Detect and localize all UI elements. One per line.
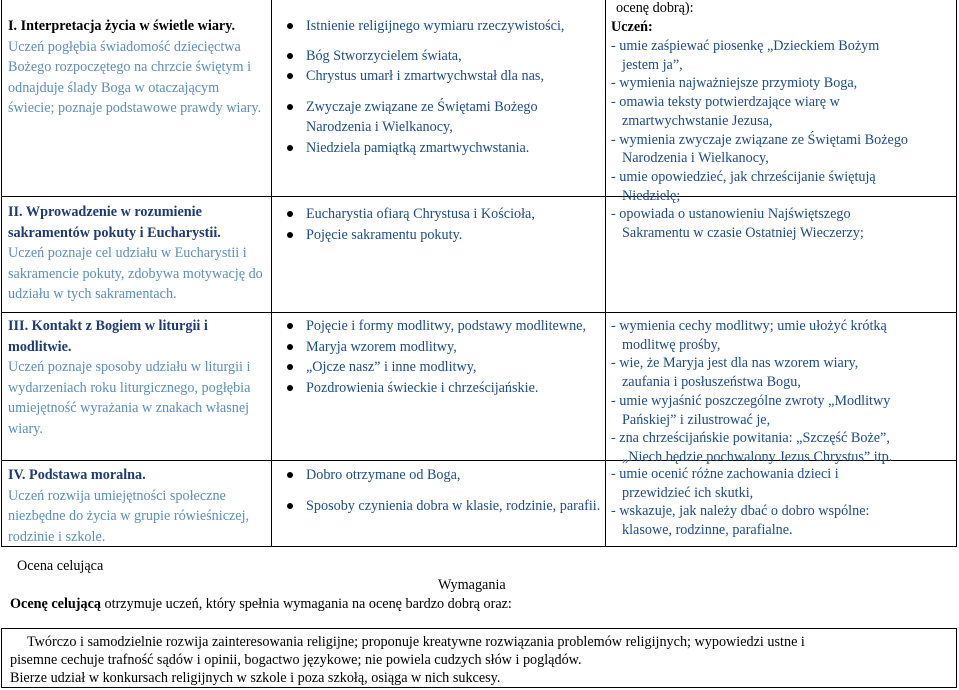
content-item: Eucharystia ofiarą Chrystusa i Kościoła,: [283, 204, 603, 225]
content-item: Pozdrowienia świeckie i chrześcijańskie.: [283, 378, 603, 399]
requirement-line: - wie, że Maryja jest dla nas wzorem wiary,: [611, 355, 859, 372]
section-2-text: Uczeń poznaje cel udziału w Eucharystii i sakramencie pokuty, zdobywa motywację do udziału w tych sakramentach.: [8, 245, 263, 302]
content-item: Dobro otrzymane od Boga,: [283, 465, 603, 486]
requirement-line: przewidzieć ich skutki,: [622, 484, 754, 501]
requirement-line: - umie wyjaśnić poszczególne zwroty „Modlitwy: [611, 392, 891, 409]
section-1-text: Uczeń pogłębia świadomość dziecięctwa Bożego rozpoczętego na chrzcie świętym i odnajduje ślady Boga w otaczającym świecie; poznaje podstawowe prawdy wiary.: [8, 38, 262, 116]
content-group-4: [283, 465, 603, 516]
requirement-line: - umie zaśpiewać piosenkę „Dzieckiem Bożym: [611, 38, 880, 54]
content-item: Pojęcie sakramentu pokuty.: [283, 225, 603, 246]
requirements-group-3: [611, 317, 956, 467]
requirements-header: [611, 0, 956, 36]
requirement-line: - wymienia najważniejsze przymioty Boga,: [611, 75, 858, 92]
grade-description: [10, 595, 512, 613]
grade-description-text: otrzymuje uczeń, który spełnia wymagania na ocenę bardzo dobrą oraz:: [104, 596, 512, 612]
content-group-1: [283, 16, 603, 158]
content-item: Sposoby czynienia dobra w klasie, rodzinie, parafii.: [283, 496, 603, 517]
content-group-3: [283, 316, 603, 398]
requirement-line: Niedzielę;: [622, 187, 681, 204]
requirements-label: Uczeń:: [611, 18, 653, 35]
column-divider-1: [271, 0, 272, 547]
requirement-line: zmartwychwstanie Jezusa,: [622, 112, 773, 129]
box-line: Twórczo i samodzielnie rozwija zainteresowania religijne; proponuje kreatywne rozwiązania problemów religijnych; wypowiedzi ustne i: [27, 634, 805, 650]
requirement-line: - umie opowiedzieć, jak chrześcijanie świętują: [611, 168, 876, 185]
section-3: [8, 316, 266, 439]
requirement-line: - opowiada o ustanowieniu Najświętszego: [611, 206, 851, 222]
requirements-group-2: [611, 205, 956, 242]
content-item: „Ojcze nasz” i inne modlitwy,: [283, 357, 603, 378]
table-border-left: [1, 0, 2, 547]
section-3-text: Uczeń poznaje sposoby udziału w liturgii i wydarzeniach roku liturgicznego, pogłębia umiejętność wyrażania w znakach własnej wiary.: [8, 359, 251, 437]
section-4: [8, 465, 266, 547]
requirements-group-4: [611, 465, 956, 540]
content-item: Zwyczaje związane ze Świętami Bożego Narodzenia i Wielkanocy,: [283, 97, 603, 138]
requirement-line: - wymienia cechy modlitwy; umie ułożyć krótką: [611, 318, 887, 334]
content-item: Istnienie religijnego wymiaru rzeczywistości,: [283, 16, 603, 37]
grade-name: Ocenę celującą: [10, 596, 101, 612]
content-item: Chrystus umarł i zmartwychwstał dla nas,: [283, 66, 603, 87]
requirement-line: „Niech będzie pochwalony Jezus Chrystus” itp.: [622, 448, 893, 465]
requirements-top-text: ocenę dobrą):: [616, 0, 694, 16]
requirement-line: - zna chrześcijańskie powitania: „Szczęść Boże”,: [611, 430, 890, 447]
section-2-heading: II. Wprowadzenie w rozumienie sakramentów pokuty i Eucharystii.: [8, 204, 221, 241]
requirement-line: Sakramentu w czasie Ostatniej Wieczerzy;: [622, 224, 864, 241]
column-divider-2: [605, 0, 606, 547]
section-1: [8, 16, 266, 119]
requirement-line: - wymienia zwyczaje związane ze Świętami Bożego: [611, 131, 909, 148]
box-line: Bierze udział w konkursach religijnych w szkole i poza szkołą, osiąga w nich sukcesy.: [10, 670, 501, 686]
requirement-line: - wskazuje, jak należy dbać o dobro wspólne:: [611, 503, 870, 520]
requirement-line: Narodzenia i Wielkanocy,: [622, 150, 769, 167]
grade-title: Ocena celująca: [17, 558, 104, 574]
content-item: Maryja wzorem modlitwy,: [283, 337, 603, 358]
section-2: [8, 202, 266, 305]
box-line: pisemne cechuje trafność sądów i opinii, bogactwo językowe; nie powiela cudzych słów i poglądów.: [10, 652, 582, 668]
requirements-group-1: [611, 37, 956, 205]
requirement-line: - umie ocenić różne zachowania dzieci i: [611, 466, 839, 482]
content-item: Niedziela pamiątką zmartwychwstania.: [283, 138, 603, 159]
content-group-2: [283, 204, 603, 245]
requirement-line: modlitwę prośby,: [622, 336, 721, 353]
requirements-heading: Wymagania: [438, 577, 506, 593]
requirement-line: klasowe, rodzinne, parafialne.: [622, 522, 793, 539]
row-divider-2: [1, 312, 957, 313]
content-item: Pojęcie i formy modlitwy, podstawy modlitewne,: [283, 316, 603, 337]
requirement-line: zaufania i posłuszeństwa Bogu,: [622, 374, 801, 391]
requirement-line: Pańskiej” i zilustrować je,: [622, 411, 771, 428]
requirement-line: jestem ja”,: [622, 56, 683, 73]
table-border-right: [956, 0, 957, 547]
section-4-text: Uczeń rozwija umiejętności społeczne niezbędne do życia w grupie rówieśniczej, rodzinie i szkole.: [8, 487, 250, 545]
section-3-heading: III. Kontakt z Bogiem w liturgii i modlitwie.: [8, 318, 208, 355]
requirement-line: - omawia teksty potwierdzające wiarę w: [611, 94, 840, 111]
content-item: Bóg Stworzycielem świata,: [283, 46, 603, 67]
section-4-heading: IV. Podstawa moralna.: [8, 467, 146, 483]
section-1-heading: I. Interpretacja życia w świetle wiary.: [8, 18, 236, 34]
